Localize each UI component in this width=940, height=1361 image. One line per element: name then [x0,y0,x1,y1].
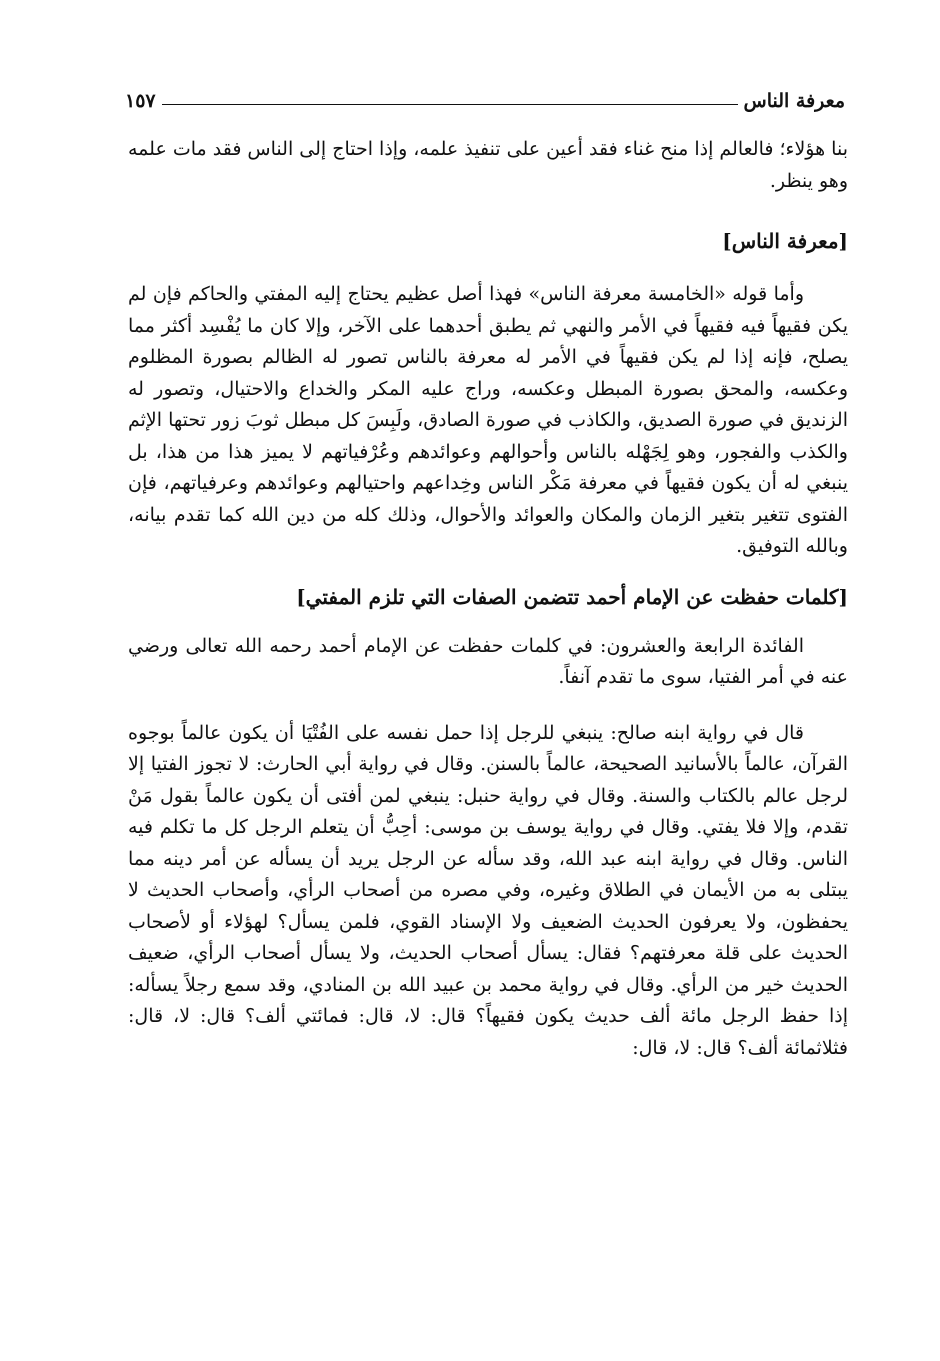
page-body [128,134,848,1064]
spacer [128,694,848,718]
paragraph-benefit-24: الفائدة الرابعة والعشرون: في كلمات حفظت عن الإمام أحمد رحمه الله تعالى ورضي عنه في أمر الفتيا، سوى ما تقدم آنفاً. [128,634,848,688]
paragraph-continuation: بنا هؤلاء؛ فالعالم إذا منح غناء فقد أعين على تنفيذ علمه، وإذا احتاج إلى الناس فقد مات علمه وهو ينظر. [128,138,848,192]
section-heading-imam-ahmad: [كلمات حفظت عن الإمام أحمد تتضمن الصفات التي تلزم المفتي] [296,584,848,609]
header-rule [162,104,738,105]
section-heading-knowing-people: [معرفة الناس] [722,229,848,253]
spacer [128,197,848,225]
paragraph-knowing-people: وأما قوله «الخامسة معرفة الناس» فهذا أصل عظيم يحتاج إليه المفتي والحاكم فإن لم يكن فقيهاً فيه فقيهاً في الأمر والنهي ثم يطبق أحدهما على الآخر، وإلا كان ما يُفْسِد أكثر مما يصلح، فإنه إذا لم يكن فقيهاً في الأمر له معرفة بالناس تصور له الظالم بصورة المظلوم وعكسه، والمحق بصورة المبطل وعكسه، وراج عليه المكر والخداع والاحتيال، وتصور له الزنديق في صورة الصديق، والكاذب في صورة الصادق، ولَبِسَ كل مبطل ثوبَ زور تحتها الإثم والكذب والفجور، وهو لِجَهْله بالناس وأحوالهم وعوائدهم وعُرْفياتهم لا يميز هذا من هذا، بل ينبغي له أن يكون فقيهاً في معرفة مَكْر الناس وخِداعهم واحتيالهم وعوائدهم وعرفياتهم، فإن الفتوى تتغير بتغير الزمان والمكان والعوائد والأحوال، وذلك كله من دين الله كما تقدم بيانه، وبالله التوفيق. [128,283,848,557]
running-title: معرفة الناس [743,90,845,112]
page-number: ١٥٧ [125,90,156,112]
page-header [125,80,845,112]
spacer [128,563,848,581]
paragraph-narrations: قال في رواية ابنه صالح: ينبغي للرجل إذا حمل نفسه على الفُتْيَا أن يكون عالماً بوجوه القرآن، عالماً بالأسانيد الصحيحة، عالماً بالسنن. وقال في رواية أبي الحارث: لا تجوز الفتيا إلا لرجل عالم بالكتاب والسنة. وقال في رواية حنبل: ينبغي لمن أفتى أن يكون عالماً بقول مَنْ تقدم، وإلا فلا يفتي. وقال في رواية يوسف بن موسى: أحِبُّ أن يتعلم الرجل كل ما تكلم فيه الناس. وقال في رواية ابنه عبد الله، وقد سأله عن الرجل يريد أن يسأله عن أمر دينه مما يبتلى به من الأيمان في الطلاق وغيره، وفي مصره من أصحاب الرأي، وأصحاب الحديث لا يحفظون، ولا يعرفون الحديث الضعيف ولا الإسناد القوي، فلمن يسأل؟ لهؤلاء أو لأصحاب الحديث على قلة معرفتهم؟ فقال: يسأل أصحاب الحديث، ولا يسأل أصحاب الرأي، ضعيف الحديث خير من الرأي. وقال في رواية محمد بن عبيد الله بن المنادي، وقد سمع رجلاً يسأله: إذا حفظ الرجل مائة ألف حديث يكون فقيهاً؟ قال: لا، قال: فمائتي ألف؟ قال: لا، قال: فثلاثمائة ألف؟ قال: لا، قال: [128,721,848,1059]
spacer [128,257,848,279]
spacer [128,613,848,631]
